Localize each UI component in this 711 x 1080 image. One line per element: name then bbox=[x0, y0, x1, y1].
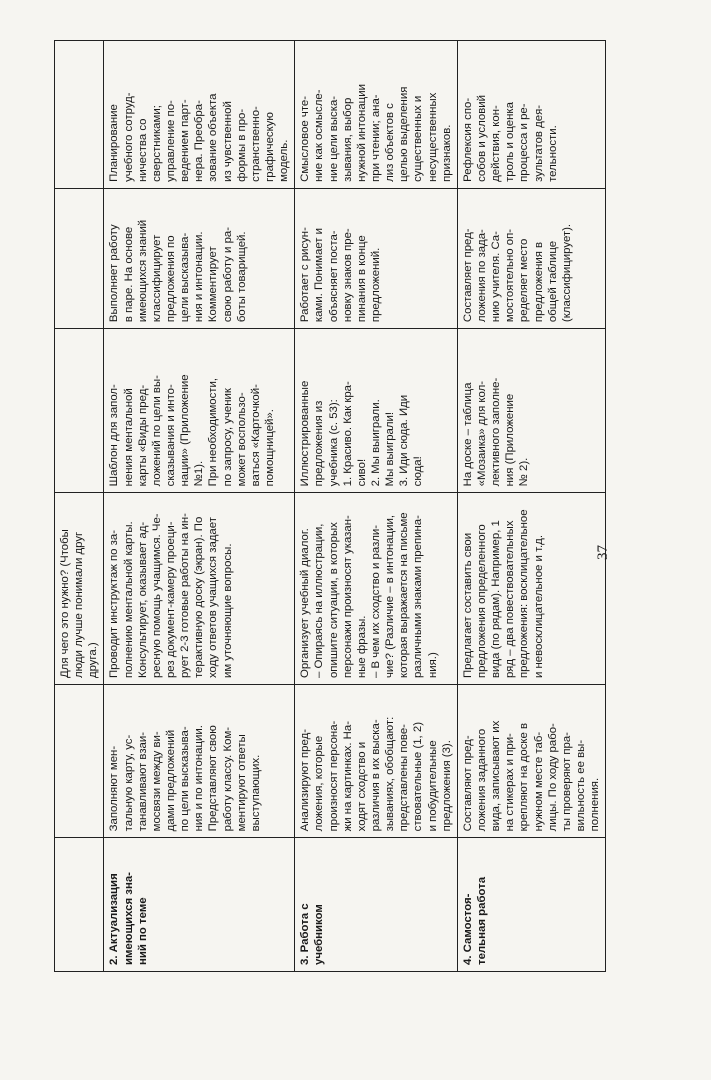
cell-result bbox=[55, 188, 104, 328]
cell-materials: Шаблон для запол- нения ментальной карты «Виды пред- ложений по цели вы- сказывания и инто- нации» (Приложение №1). При необходимости, по запросу, ученик может воспользо- ваться «Карточкой- помощницей». bbox=[104, 329, 295, 493]
cell-stage: 2. Актуализация имеющихся зна- ний по теме bbox=[104, 838, 295, 972]
cell-materials: На доске – таблица «Мозаика» для кол- лективного заполне- ния (Приложение № 2). bbox=[457, 329, 605, 493]
table-row bbox=[104, 41, 295, 972]
table-row bbox=[457, 41, 605, 972]
cell-materials: Иллюстрированные предложения из учебника (с. 53): 1. Красиво. Как кра- сиво! 2. Мы выиграли. Мы выиграли! 3. Иди сюда. Иди сюда! bbox=[295, 329, 458, 493]
cell-students bbox=[55, 685, 104, 838]
page-number: 37 bbox=[595, 545, 611, 560]
cell-stage bbox=[55, 838, 104, 972]
cell-teacher: Предлагает составить свои предложения определенного вида (по рядам). Например, 1 ряд – два повествовательных предложения: восклицательное и невосклицательное и т.д. bbox=[457, 493, 605, 685]
cell-result: Выполняет работу в паре. На основе имеющихся знаний классифицирует предложения по цели высказыва- ния и интонации. Комментирует свою работу и ра- боты товарищей. bbox=[104, 188, 295, 328]
cell-stage: 3. Работа с учебником bbox=[295, 838, 458, 972]
cell-materials bbox=[55, 329, 104, 493]
cell-teacher: Проводит инструктаж по за- полнению ментальной карты. Консультирует, оказывает ад- ресную помощь учащимся. Че- рез документ-камеру проеци- рует 2-3 готовые работы на ин- терактивную доску (экран). По ходу ответов учащихся задает им уточняющие вопросы. bbox=[104, 493, 295, 685]
lesson-plan-table bbox=[54, 40, 606, 972]
cell-teacher: Организует учебный диалог. – Опираясь на иллюстрации, опишите ситуации, в которых персонажи произносят указан- ные фразы. – В чем их сходство и разли- чие? (Различие – в интонации, которая выражается на письме различными знаками препина- ния.) bbox=[295, 493, 458, 685]
cell-uud: Смысловое чте- ние как осмысле- ние цели выска- зывания, выбор нужной интонации при чтении; ана- лиз объектов с целью выделения существенных и несущественных признаков. bbox=[295, 41, 458, 189]
table-row-continuation bbox=[55, 41, 104, 972]
table-row bbox=[295, 41, 458, 972]
cell-students: Составляют пред- ложения заданного вида, записывают их на стикерах и при- крепляют на доске в нужном месте таб- лицы. По ходу рабо- ты проверяют пра- вильность ее вы- полнения. bbox=[457, 685, 605, 838]
cell-students: Анализируют пред- ложения, которые произносят персона- жи на картинках. На- ходят сходство и различия в их выска- зываниях, обобщают: представлены пове- ствовательные (1, 2) и побудительные предложения (3). bbox=[295, 685, 458, 838]
cell-teacher: Для чего это нужно? (Чтобы люди лучше понимали друг друга.) bbox=[55, 493, 104, 685]
cell-result: Составляет пред- ложения по зада- нию учителя. Са- мостоятельно оп- ределяет место предложения в общей таблице (классифицирует). bbox=[457, 188, 605, 328]
cell-uud: Планирование учебного сотруд- ничества со сверстниками; управление по- ведением парт- нера. Преобра- зование объекта из чувственной формы в про- странственно- графическую модель. bbox=[104, 41, 295, 189]
cell-uud bbox=[55, 41, 104, 189]
cell-uud: Рефлексия спо- собов и условий действия, кон- троль и оценка процесса и ре- зультатов дея- тельности. bbox=[457, 41, 605, 189]
cell-stage: 4. Самостоя- тельная работа bbox=[457, 838, 605, 972]
cell-students: Заполняют мен- тальную карту, ус- танавливают взаи- мосвязи между ви- дами предложений по цели высказыва- ния и по интонации. Представляют свою работу классу. Ком- ментируют ответы выступающих. bbox=[104, 685, 295, 838]
cell-result: Работает с рисун- ками. Понимает и объясняет поста- новку знаков пре- пинания в конце предложений. bbox=[295, 188, 458, 328]
